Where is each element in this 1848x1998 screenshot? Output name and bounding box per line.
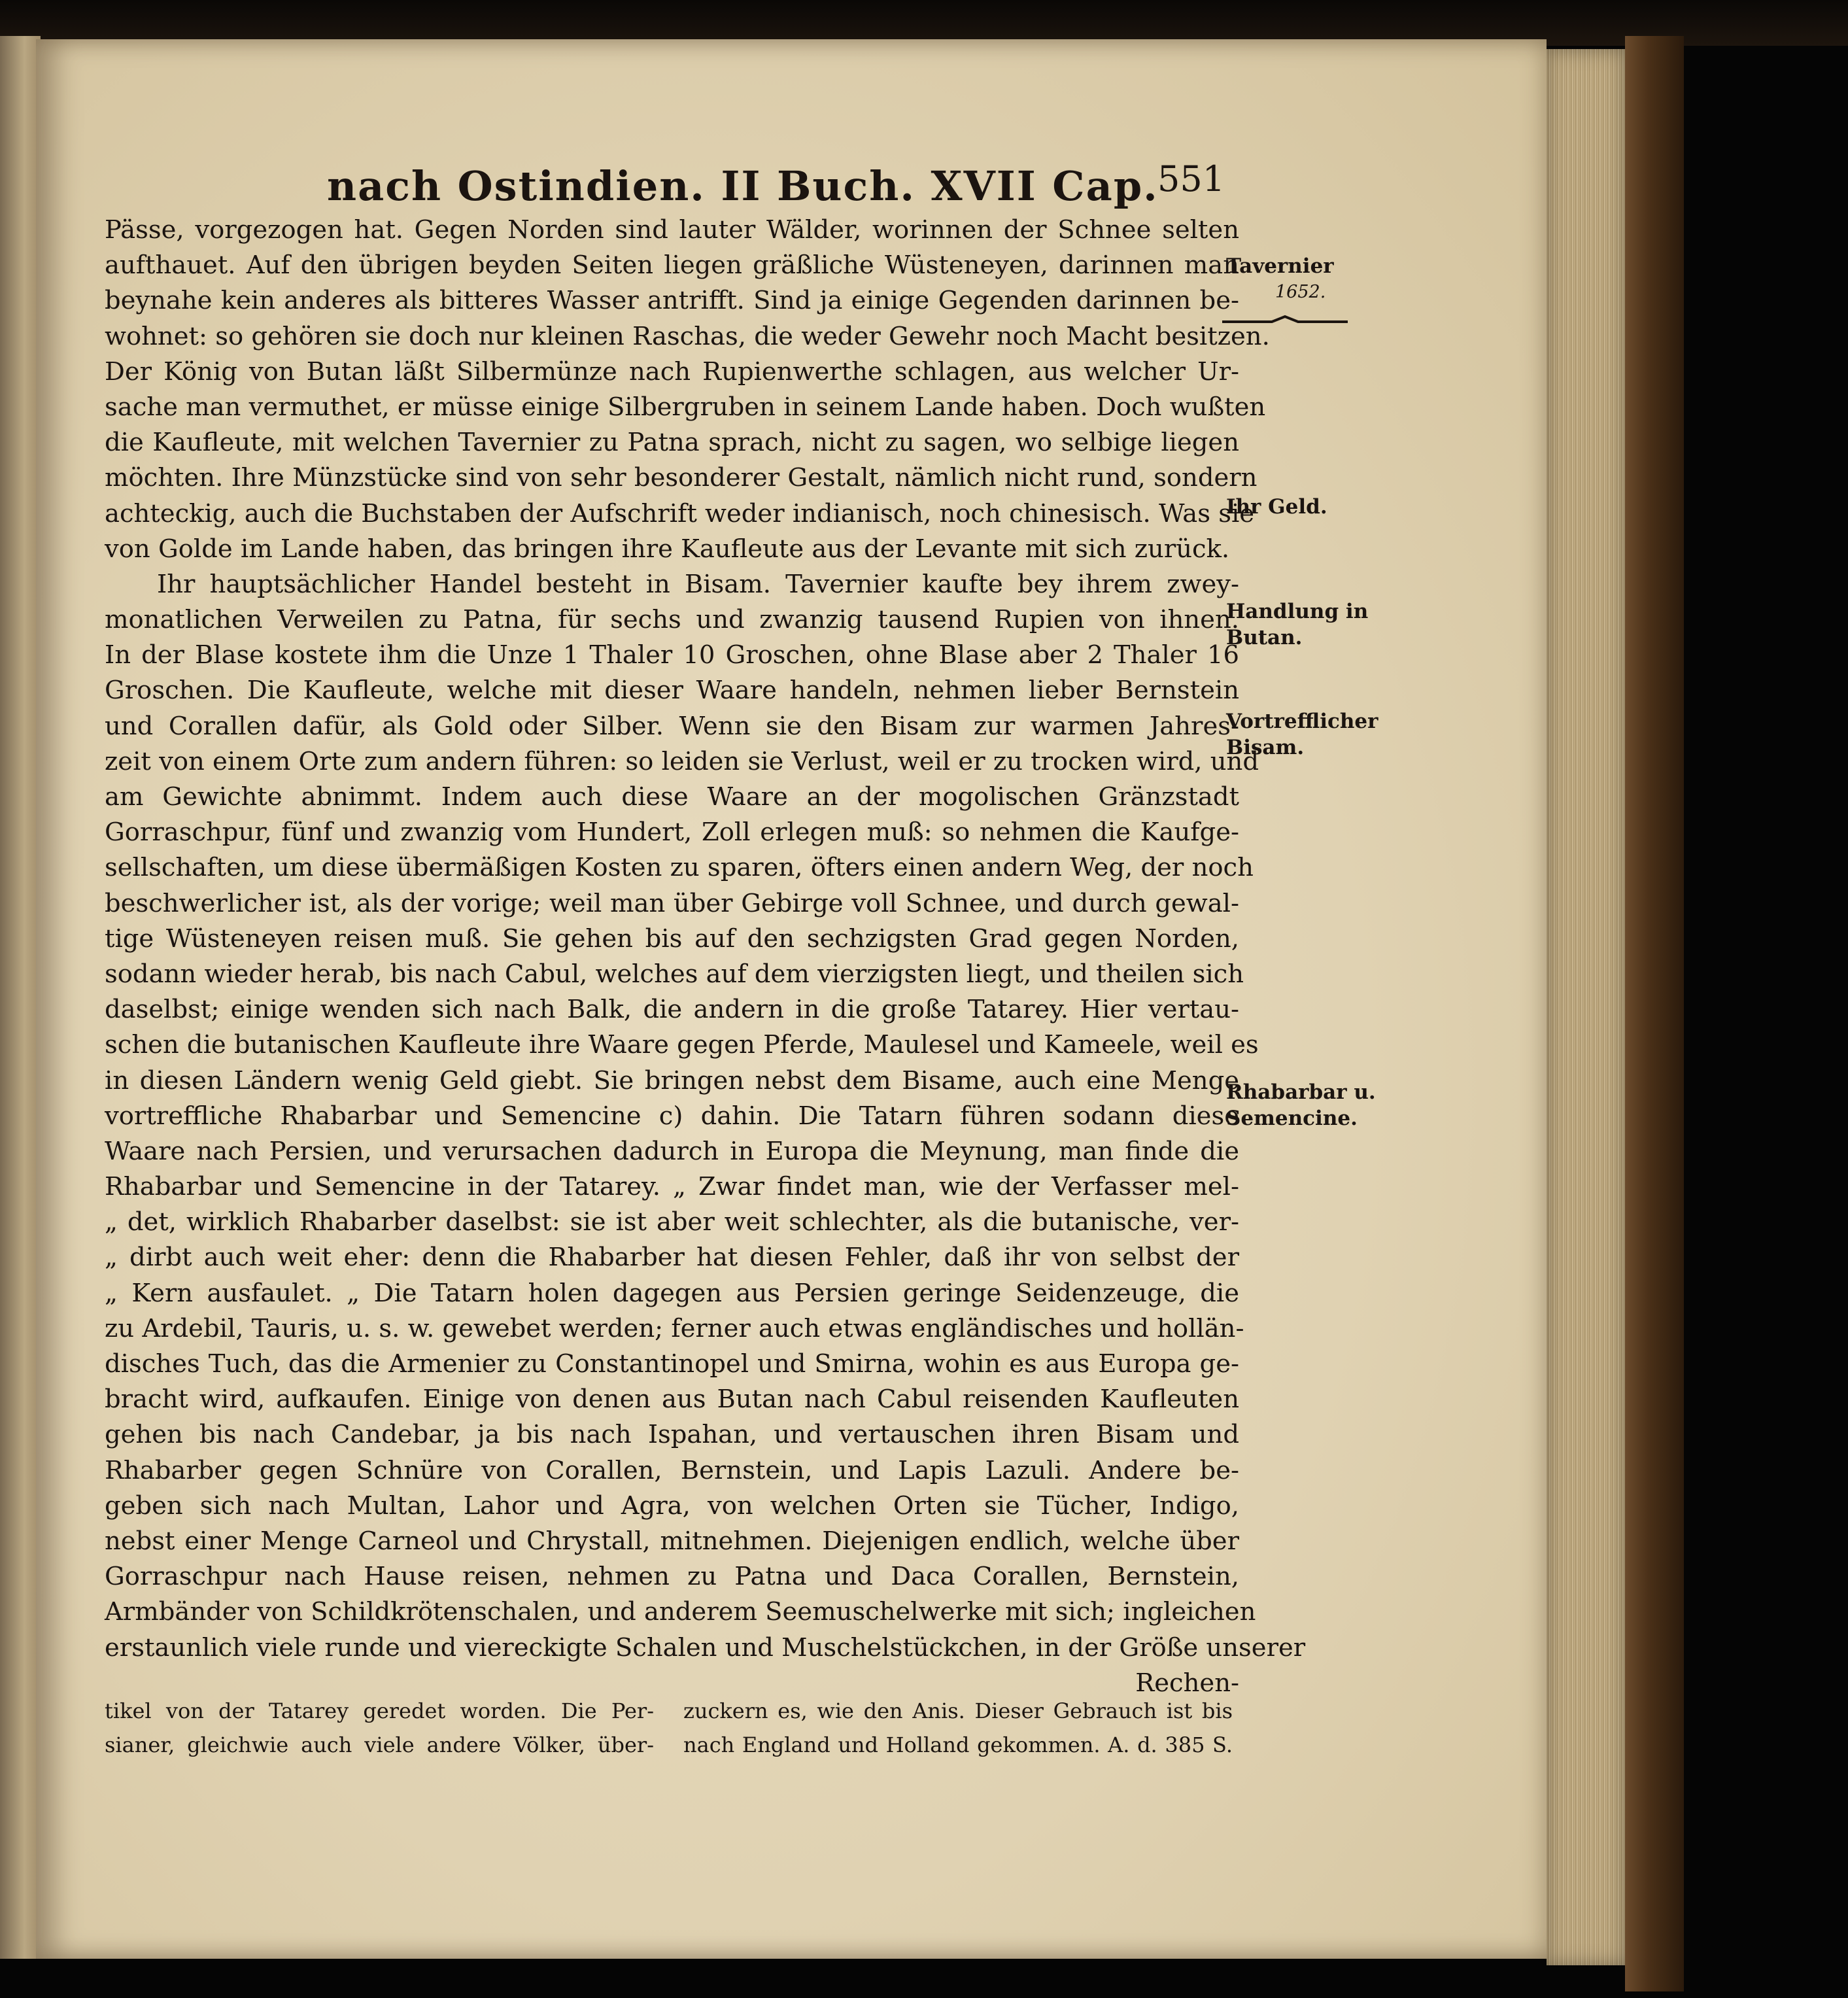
- text-line: achteckig, auch die Buchstaben der Aufschrift weder indianisch, noch chinesisch. Was sie: [105, 498, 1255, 528]
- text-line: Rhabarbar und Semencine in der Tatarey. „ Zwar findet man, wie der Verfasser mel-: [105, 1172, 1239, 1202]
- text-line: „ Kern ausfaulet. „ Die Tatarn holen dagegen aus Persien geringe Seidenzeuge, die: [105, 1278, 1239, 1308]
- footnote-line: zuckern es, wie den Anis. Dieser Gebrauch ist bis: [683, 1698, 1233, 1723]
- footnote-line: sianer, gleichwie auch viele andere Völker, über-: [105, 1732, 654, 1757]
- text-line: erstaunlich viele runde und viereckigte Schalen und Muschelstückchen, in der Größe unserer: [105, 1632, 1306, 1662]
- text-line: Ihr hauptsächlicher Handel besteht in Bisam. Tavernier kaufte bey ihrem zwey-: [157, 569, 1239, 599]
- text-line: sache man vermuthet, er müsse einige Silbergruben in seinem Lande haben. Doch wußten: [105, 392, 1266, 422]
- text-line: Groschen. Die Kaufleute, welche mit dieser Waare handeln, nehmen lieber Bernstein: [105, 676, 1239, 706]
- text-line: zu Ardebil, Tauris, u. s. w. gewebet werden; ferner auch etwas engländisches und hollän-: [105, 1313, 1244, 1343]
- text-line: wohnet: so gehören sie doch nur kleinen Raschas, die weder Gewehr noch Macht besitzen.: [105, 321, 1270, 351]
- text-line: disches Tuch, das die Armenier zu Constantinopel und Smirna, wohin es aus Europa ge-: [105, 1349, 1239, 1379]
- footnote-column-right: [683, 1694, 1233, 1762]
- footnote-line: tikel von der Tatarey geredet worden. Die Per-: [105, 1698, 654, 1723]
- text-line: vortreffliche Rhabarbar und Semencine c) dahin. Die Tatarn führen sodann diese: [105, 1101, 1239, 1131]
- margin-note-year: 1652.: [1275, 282, 1326, 302]
- text-line: in diesen Ländern wenig Geld giebt. Sie bringen nebst dem Bisame, auch eine Menge: [105, 1065, 1239, 1095]
- text-line: daselbst; einige wenden sich nach Balk, die andern in die große Tatarey. Hier vertau-: [105, 995, 1239, 1025]
- book-page: [36, 39, 1547, 1959]
- text-line: nebst einer Menge Carneol und Chrystall, mitnehmen. Diejenigen endlich, welche über: [105, 1526, 1239, 1556]
- running-head: [327, 150, 1321, 216]
- text-line: beynahe kein anderes als bitteres Wasser antrifft. Sind ja einige Gegenden darinnen be-: [105, 286, 1239, 316]
- text-line: sellschaften, um diese übermäßigen Kosten zu sparen, öfters einen andern Weg, der noch: [105, 853, 1254, 883]
- text-line: Rhabarber gegen Schnüre von Corallen, Bernstein, und Lapis Lazuli. Andere be-: [105, 1455, 1239, 1485]
- text-line: möchten. Ihre Münzstücke sind von sehr besonderer Gestalt, nämlich nicht rund, sondern: [105, 463, 1258, 493]
- text-line: sodann wieder herab, bis nach Cabul, welches auf dem vierzigsten liegt, und theilen sich: [105, 959, 1244, 989]
- margin-note-rhabarbar: Rhabarbar u. Semencine.: [1226, 1080, 1376, 1130]
- footnote-column-left: [105, 1694, 654, 1762]
- margin-note-handlung: Handlung in Butan.: [1226, 600, 1369, 649]
- text-line: von Golde im Lande haben, das bringen ihre Kaufleute aus der Levante mit sich zurück.: [105, 534, 1230, 564]
- text-line: Gorraschpur nach Hause reisen, nehmen zu Patna und Daca Corallen, Bernstein,: [105, 1562, 1239, 1592]
- text-line: Armbänder von Schildkrötenschalen, und anderem Seemuschelwerke mit sich; ingleichen: [105, 1597, 1256, 1627]
- footnote-line: nach England und Holland gekommen. A. d. 385 S.: [683, 1732, 1233, 1757]
- text-line: monatlichen Verweilen zu Patna, für sechs und zwanzig tausend Rupien von ihnen.: [105, 605, 1239, 635]
- text-line: zeit von einem Orte zum andern führen: so leiden sie Verlust, weil er zu trocken wird, und: [105, 746, 1259, 776]
- text-line: am Gewichte abnimmt. Indem auch diese Waare an der mogolischen Gränzstadt: [105, 782, 1239, 812]
- margin-note-bisam: Vortrefflicher Bisam.: [1226, 710, 1378, 759]
- text-line: die Kaufleute, mit welchen Tavernier zu Patna sprach, nicht zu sagen, wo selbige liegen: [105, 428, 1239, 458]
- text-line: und Corallen dafür, als Gold oder Silber. Wenn sie den Bisam zur warmen Jahres-: [105, 711, 1239, 741]
- left-page-edge: [0, 36, 41, 1959]
- margin-note-tavernier: Tavernier 1652.: [1226, 253, 1334, 305]
- text-line: „ dirbt auch weit eher: denn die Rhabarber hat diesen Fehler, daß ihr von selbst der: [105, 1243, 1239, 1273]
- text-line: Der König von Butan läßt Silbermünze nach Rupienwerthe schlagen, aus welcher Ur-: [105, 356, 1239, 387]
- text-line: In der Blase kostete ihm die Unze 1 Thaler 10 Groschen, ohne Blase aber 2 Thaler 16: [105, 640, 1239, 670]
- running-title: nach Ostindien. II Buch. XVII Cap.: [327, 162, 1159, 210]
- page-number: 551: [1157, 158, 1225, 199]
- page-block-edges: [1547, 49, 1625, 1965]
- text-line: „ det, wirklich Rhabarber daselbst: sie ist aber weit schlechter, als die butanische, ver-: [105, 1207, 1239, 1237]
- text-line: schen die butanischen Kaufleute ihre Waare gegen Pferde, Maulesel und Kameele, weil es: [105, 1030, 1259, 1060]
- flourish-ornament: [1220, 314, 1350, 327]
- margin-note-geld: Ihr Geld.: [1226, 495, 1327, 519]
- text-line: Pässe, vorgezogen hat. Gegen Norden sind lauter Wälder, worinnen der Schnee selten: [105, 215, 1239, 245]
- text-line: beschwerlicher ist, als der vorige; weil man über Gebirge voll Schnee, und durch gewal-: [105, 888, 1239, 918]
- book-cover-edge: [1625, 36, 1684, 1991]
- text-line: aufthauet. Auf den übrigen beyden Seiten liegen gräßliche Wüsteneyen, darinnen man: [105, 250, 1239, 281]
- text-line: bracht wird, aufkaufen. Einige von denen aus Butan nach Cabul reisenden Kaufleuten: [105, 1385, 1239, 1415]
- catchword: Rechen-: [1135, 1668, 1239, 1698]
- text-line: Gorraschpur, fünf und zwanzig vom Hundert, Zoll erlegen muß: so nehmen die Kaufge-: [105, 818, 1239, 848]
- text-line: geben sich nach Multan, Lahor und Agra, von welchen Orten sie Tücher, Indigo,: [105, 1490, 1239, 1521]
- text-line: Waare nach Persien, und verursachen dadurch in Europa die Meynung, man finde die: [105, 1136, 1239, 1166]
- text-line: tige Wüsteneyen reisen muß. Sie gehen bis auf den sechzigsten Grad gegen Norden,: [105, 923, 1239, 954]
- text-line: gehen bis nach Candebar, ja bis nach Ispahan, und vertauschen ihren Bisam und: [105, 1420, 1239, 1450]
